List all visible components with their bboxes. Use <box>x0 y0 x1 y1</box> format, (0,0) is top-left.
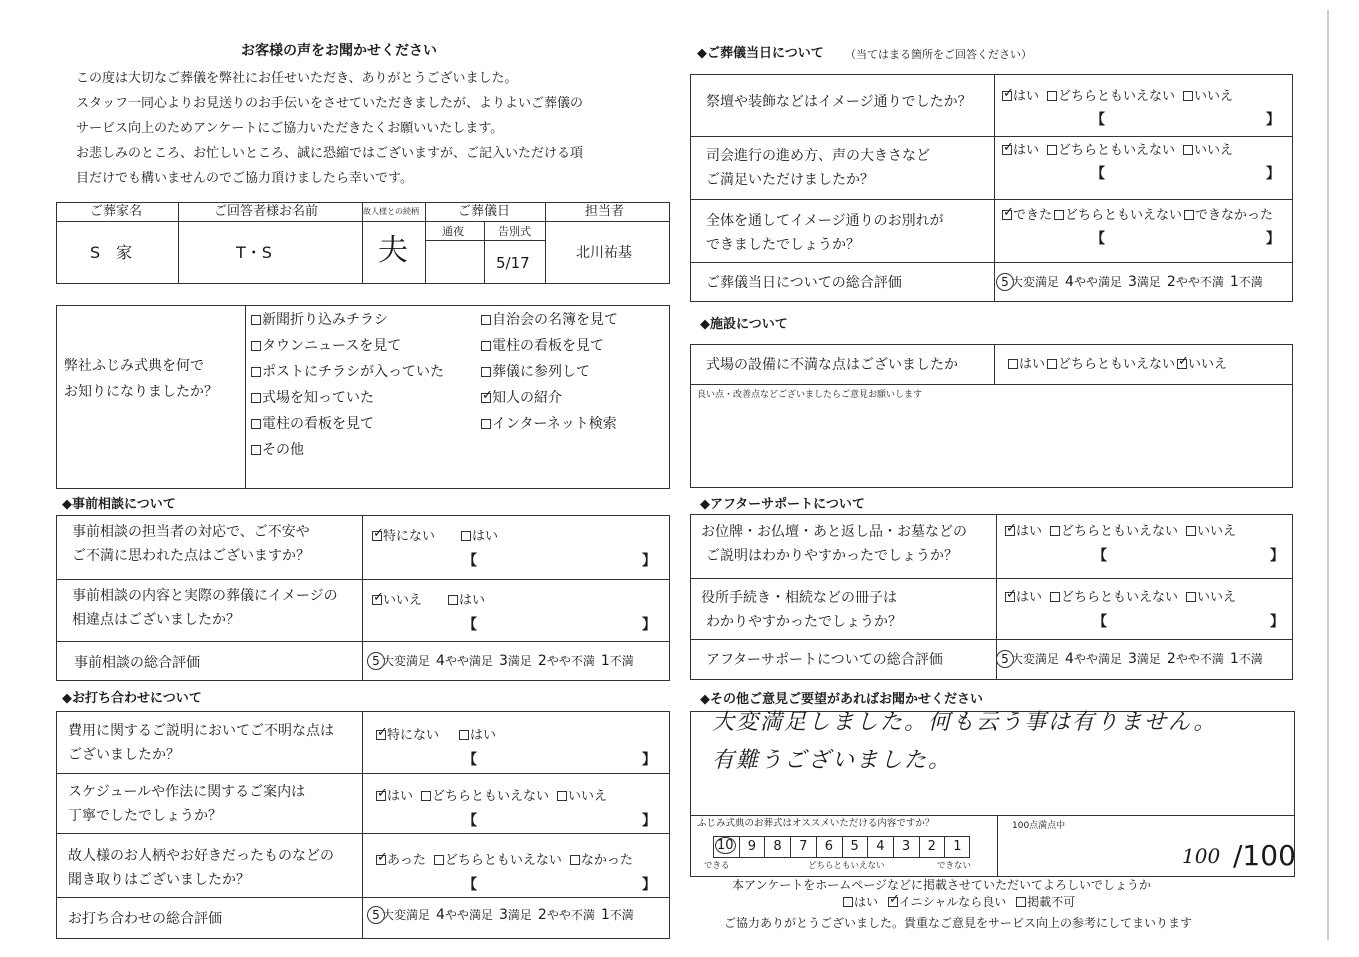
header-kokubetsu: 告別式 <box>498 225 531 238</box>
score-handwritten: 100 <box>1182 844 1221 868</box>
question-text: 役所手続き・相続などの冊子は <box>701 590 897 606</box>
checkbox[interactable] <box>557 791 567 801</box>
meeting-rating <box>367 906 634 924</box>
section-aftersupport: ◆アフターサポートについて <box>700 497 865 512</box>
checkbox[interactable] <box>461 531 471 541</box>
pre-bracket-open: 【 <box>463 553 477 569</box>
question-text: 費用に関するご説明においてご不明な点は <box>68 723 334 739</box>
day-bracket-open: 【 <box>1091 166 1105 182</box>
question-text: スケジュールや作法に関するご案内は <box>68 784 306 800</box>
option-label: はい <box>1016 524 1043 539</box>
checkbox[interactable] <box>481 419 491 429</box>
header-date: ご葬儀日 <box>458 204 511 219</box>
intro-line: サービス向上のためアンケートにご協力いただきたくお願いいたします。 <box>76 121 504 136</box>
form-title: お客様の声をお聞かせください <box>241 43 437 59</box>
rating-label-1: 不満 <box>1238 652 1263 666</box>
pre-bracket-close: 】 <box>642 553 656 569</box>
option-label: いいえ <box>1194 143 1234 158</box>
after-bracket-close: 】 <box>1270 614 1284 630</box>
facility-question: 式場の設備に不満な点はございましたか <box>706 357 958 373</box>
header-staff: 担当者 <box>585 204 625 219</box>
option-label: はい <box>854 895 879 909</box>
checkbox[interactable] <box>421 791 431 801</box>
rating-label-5: 大変満足 <box>382 908 431 922</box>
option-label: いいえ <box>1188 357 1228 372</box>
checkbox[interactable] <box>459 730 469 740</box>
rating-label-2: やや不満 <box>1175 275 1224 289</box>
checkbox[interactable] <box>1047 145 1057 155</box>
after-bracket-open: 【 <box>1093 548 1107 564</box>
option-label: はい <box>470 728 497 743</box>
recommend-number-5[interactable]: 5 <box>850 839 859 854</box>
rating-number-2[interactable]: 2 <box>537 653 547 669</box>
checkbox[interactable] <box>843 897 853 907</box>
rule-line <box>739 836 740 858</box>
publish-question: 本アンケートをホームページなどに掲載させていただいてよろしいでしょうか <box>732 878 1152 892</box>
rule-line <box>484 221 485 284</box>
checkbox[interactable] <box>372 531 382 541</box>
checkbox[interactable] <box>1050 592 1060 602</box>
option-group <box>1005 525 1244 538</box>
question-text: ご満足いただけましたか？ <box>706 172 874 188</box>
checkbox[interactable] <box>1183 91 1193 101</box>
question-text: 丁寧でしたでしょうか？ <box>68 808 222 824</box>
referral-question: お知りになりましたか？ <box>64 384 218 400</box>
rating-number-1[interactable]: 1 <box>1229 274 1239 290</box>
checkbox[interactable] <box>251 367 261 377</box>
option-label: その他 <box>262 442 304 458</box>
checkbox[interactable] <box>481 367 491 377</box>
rule-line <box>919 836 920 858</box>
recommend-label-no: できない <box>937 861 972 871</box>
rule-line <box>245 305 246 489</box>
rule-line <box>690 578 1293 579</box>
option-label: なかった <box>580 853 633 868</box>
checkbox[interactable] <box>1002 145 1012 155</box>
checkbox[interactable] <box>1002 91 1012 101</box>
rating-label-3: 満足 <box>507 654 532 668</box>
rule-line <box>545 202 546 284</box>
day-bracket-close: 】 <box>1266 231 1280 247</box>
rating-number-3[interactable]: 3 <box>498 653 508 669</box>
checkbox[interactable] <box>1016 897 1026 907</box>
rating-number-2[interactable]: 2 <box>1166 651 1176 667</box>
option-label: 新聞折り込みチラシ <box>262 312 388 328</box>
section-note: （当てはまる箇所をご回答ください） <box>845 48 1032 61</box>
rule-line <box>994 344 995 384</box>
meet-bracket-close: 】 <box>642 752 656 768</box>
header-respondent: ご回答者様お名前 <box>214 204 319 219</box>
section-other: ◆その他ご意見ご要望があればお聞かせください <box>700 692 983 707</box>
rule-line <box>690 815 1295 816</box>
score-label: 100点満点中 <box>1012 821 1066 831</box>
checkbox[interactable] <box>888 897 898 907</box>
checkbox[interactable] <box>1002 210 1012 220</box>
checkbox[interactable] <box>251 315 261 325</box>
option-group <box>372 594 511 607</box>
referral-option-2 <box>481 339 612 353</box>
referral-option <box>251 443 312 457</box>
question-text: ございましたか？ <box>68 747 180 763</box>
rating-label-2: やや不満 <box>1175 652 1224 666</box>
rating-label-1: 不満 <box>1238 275 1263 289</box>
option-group <box>376 729 516 742</box>
checkbox[interactable] <box>1047 91 1057 101</box>
question-text: 司会進行の進め方、声の大きさなど <box>706 148 930 164</box>
rating-number-2[interactable]: 2 <box>537 907 547 923</box>
rating-label-4: やや満足 <box>1073 275 1122 289</box>
rule-line <box>690 199 1293 200</box>
checkbox[interactable] <box>1186 592 1196 602</box>
rating-label-2: やや不満 <box>546 654 595 668</box>
section-facility: ◆施設について <box>700 317 788 332</box>
checkbox[interactable] <box>1054 210 1064 220</box>
relation-value: 夫 <box>378 233 408 268</box>
rule-line <box>764 836 765 858</box>
option-label: 式場を知っていた <box>262 390 374 406</box>
rule-line <box>56 833 670 834</box>
option-group <box>1002 209 1275 222</box>
recommend-label-yes: できる <box>704 861 730 871</box>
referral-option-2 <box>481 391 570 405</box>
option-label: はい <box>1013 143 1040 158</box>
referral-option <box>251 339 409 353</box>
facility-options <box>1008 358 1229 371</box>
option-label: はい <box>459 593 486 608</box>
pre-consult-rating <box>367 652 634 670</box>
rule-line <box>867 836 868 858</box>
option-group <box>376 854 641 867</box>
checkbox[interactable] <box>251 419 261 429</box>
option-label: インターネット検索 <box>492 416 617 432</box>
recommend-number-6[interactable]: 6 <box>824 839 834 854</box>
checkbox[interactable] <box>372 595 382 605</box>
recommend-number-9[interactable]: 9 <box>747 839 756 854</box>
rule-line <box>362 515 363 681</box>
checkbox[interactable] <box>251 341 261 351</box>
pre-bracket-close: 】 <box>642 617 656 633</box>
rating-number-1[interactable]: 1 <box>1229 651 1239 667</box>
option-label: 特にない <box>383 529 436 544</box>
meet-bracket-close: 】 <box>642 877 656 893</box>
handwritten-comment-1: 大変満足しました。何も云う事は有りません。 <box>712 710 1218 735</box>
checkbox[interactable] <box>448 595 458 605</box>
recommend-number-8[interactable]: 8 <box>773 839 782 854</box>
header-family: ご葬家名 <box>90 204 143 219</box>
option-label: どちらともいえない <box>1058 89 1176 104</box>
rating-number-5[interactable]: 5 <box>367 906 385 924</box>
rating-label-3: 満足 <box>1136 275 1161 289</box>
checkbox[interactable] <box>1008 359 1018 369</box>
rating-number-2[interactable]: 2 <box>1166 274 1176 290</box>
rule-line <box>893 836 894 858</box>
day-bracket-open: 【 <box>1091 231 1105 247</box>
option-label: あった <box>387 853 426 868</box>
option-label: いいえ <box>1197 590 1237 605</box>
option-label: 特にない <box>387 728 440 743</box>
rule-line <box>994 74 995 302</box>
question-text: 聞き取りはございましたか？ <box>68 872 250 888</box>
kokubetsu-date: 5/17 <box>496 254 530 272</box>
option-label: 掲載不可 <box>1027 895 1076 909</box>
rating-label-3: 満足 <box>507 908 532 922</box>
option-label: 電柱の看板を見て <box>492 338 604 354</box>
option-label: どちらともいえない <box>1061 590 1179 605</box>
rating-label-5: 大変満足 <box>1011 652 1060 666</box>
aftersupport-rating-label: アフターサポートについての総合評価 <box>706 652 943 668</box>
rating-number-1[interactable]: 1 <box>600 653 610 669</box>
rating-number-3[interactable]: 3 <box>1127 274 1137 290</box>
checkbox[interactable] <box>1050 526 1060 536</box>
referral-option-2 <box>481 313 626 327</box>
option-label: いいえ <box>1194 89 1234 104</box>
header-relation: 故人様との続柄 <box>363 207 419 216</box>
family-name: S 家 <box>90 243 133 262</box>
handwritten-comment-2: 有難うございました。 <box>712 748 953 773</box>
option-label: 自治会の名簿を見て <box>492 312 618 328</box>
after-bracket-close: 】 <box>1270 548 1284 564</box>
page-edge <box>1327 10 1329 940</box>
rule-line <box>690 384 1293 385</box>
checkbox[interactable] <box>1047 359 1057 369</box>
meet-bracket-open: 【 <box>463 752 477 768</box>
option-label: ポストにチラシが入っていた <box>262 364 444 380</box>
rating-label-4: やや満足 <box>444 908 493 922</box>
checkbox[interactable] <box>434 855 444 865</box>
checkbox[interactable] <box>1186 526 1196 536</box>
rule-line <box>425 240 545 241</box>
option-label: はい <box>1013 89 1040 104</box>
rating-number-4[interactable]: 4 <box>1065 651 1074 667</box>
referral-option-2 <box>481 365 598 379</box>
meet-bracket-open: 【 <box>463 877 477 893</box>
referral-option <box>251 365 452 379</box>
checkbox[interactable] <box>481 341 491 351</box>
checkbox[interactable] <box>1177 359 1187 369</box>
option-label: どちらともいえない <box>444 853 562 868</box>
funeral-day-rating-label: ご葬儀当日についての総合評価 <box>706 275 902 291</box>
referral-option-2 <box>481 417 625 431</box>
intro-line: この度は大切なご葬儀を弊社にお任せいただき、ありがとうございました。 <box>76 71 518 86</box>
rating-number-4[interactable]: 4 <box>1065 274 1074 290</box>
staff-name: 北川祐基 <box>576 245 632 261</box>
checkbox[interactable] <box>376 730 386 740</box>
option-label: はい <box>472 529 499 544</box>
publish-options <box>843 896 1085 908</box>
referral-option <box>251 313 396 327</box>
rule-line <box>178 202 179 284</box>
rule-line <box>944 836 945 858</box>
section-funeral-day: ◆ご葬儀当日について <box>697 46 824 61</box>
pre-bracket-open: 【 <box>463 617 477 633</box>
option-label: いいえ <box>568 789 608 804</box>
checkbox[interactable] <box>1005 592 1015 602</box>
question-text: 事前相談の内容と実際の葬儀にイメージの <box>72 588 338 604</box>
rating-label-5: 大変満足 <box>1011 275 1060 289</box>
checkbox[interactable] <box>376 791 386 801</box>
rating-number-3[interactable]: 3 <box>1127 651 1137 667</box>
rating-label-1: 不満 <box>609 908 634 922</box>
referral-question: 弊社ふじみ式典を何で <box>64 358 204 374</box>
referral-option <box>251 417 382 431</box>
checkbox[interactable] <box>570 855 580 865</box>
rule-line <box>425 202 426 284</box>
question-text: お位牌・お仏壇・あと返し品・お墓などの <box>701 524 967 540</box>
option-label: どちらともいえない <box>432 789 550 804</box>
funeral-day-rating <box>996 273 1263 291</box>
option-label: はい <box>1016 590 1043 605</box>
meet-bracket-close: 】 <box>642 813 656 829</box>
thanks-message: ご協力ありがとうございました。貴重なご意見をサービス向上の参考にしてまいります <box>724 916 1193 930</box>
rating-label-4: やや満足 <box>1073 652 1122 666</box>
option-label: どちらともいえない <box>1058 357 1176 372</box>
question-text: 相違点はございましたか？ <box>72 612 240 628</box>
checkbox[interactable] <box>1183 145 1193 155</box>
recommend-number-4[interactable]: 4 <box>876 839 885 854</box>
after-bracket-open: 【 <box>1093 614 1107 630</box>
checkbox[interactable] <box>376 855 386 865</box>
rule-line <box>690 639 1293 640</box>
rating-number-5[interactable]: 5 <box>996 273 1014 291</box>
recommend-question: ふじみ式典のお葬式はオススメいただける内容ですか？ <box>697 818 935 829</box>
rule-line <box>997 815 998 877</box>
option-label: イニシャルなら良い <box>899 895 1007 909</box>
rating-label-2: やや不満 <box>546 908 595 922</box>
recommend-number-2[interactable]: 2 <box>927 839 936 854</box>
option-label: できなかった <box>1195 208 1274 223</box>
question-text: できましたでしょうか？ <box>706 237 860 253</box>
option-label: 知人の紹介 <box>492 390 562 406</box>
facility-note: 良い点・改善点などございましたらご意見お願いします <box>697 390 923 400</box>
recommend-label-neutral: どちらともいえない <box>808 861 885 871</box>
header-tsuya: 通夜 <box>442 225 464 238</box>
option-label: 電柱の看板を見て <box>262 416 374 432</box>
rating-number-5[interactable]: 5 <box>367 652 385 670</box>
question-text: ご不満に思われた点はございますか？ <box>72 548 310 564</box>
checkbox[interactable] <box>251 445 261 455</box>
recommend-number-3[interactable]: 3 <box>901 839 911 854</box>
rule-line <box>56 641 670 642</box>
rating-label-4: やや満足 <box>444 654 493 668</box>
option-label: 葬儀に参列して <box>492 364 590 380</box>
meeting-rating-label: お打ち合わせの総合評価 <box>68 911 222 927</box>
recommend-number-7[interactable]: 7 <box>799 839 808 854</box>
option-label: いいえ <box>1197 524 1237 539</box>
option-group <box>1002 144 1241 157</box>
respondent-name: T・S <box>236 243 272 262</box>
intro-line: スタッフ一同心よりお見送りのお手伝いをさせていただきましたが、よりよいご葬儀の <box>76 96 584 111</box>
intro-line: 目だけでも構いませんのでご協力頂けましたら幸いです。 <box>76 171 413 186</box>
rating-number-3[interactable]: 3 <box>498 907 508 923</box>
option-group <box>372 530 524 543</box>
checkbox[interactable] <box>251 393 261 403</box>
rating-number-4[interactable]: 4 <box>436 653 445 669</box>
meet-bracket-open: 【 <box>463 813 477 829</box>
rule-line <box>56 773 670 774</box>
checkbox[interactable] <box>481 393 491 403</box>
referral-option <box>251 391 382 405</box>
rating-label-3: 満足 <box>1136 652 1161 666</box>
recommend-number-1[interactable]: 1 <box>953 839 962 854</box>
section-pre-consult: ◆事前相談について <box>62 497 176 512</box>
option-group <box>1002 90 1241 103</box>
rule-line <box>690 136 1293 137</box>
rule-line <box>362 711 363 939</box>
question-text: わかりやすかったでしょうか？ <box>706 614 902 630</box>
section-meeting: ◆お打ち合わせについて <box>62 691 202 706</box>
option-label: できた <box>1013 208 1053 223</box>
checkbox[interactable] <box>481 315 491 325</box>
option-label: どちらともいえない <box>1058 143 1176 158</box>
score-total: /100 <box>1233 839 1296 872</box>
rule-line <box>790 836 791 858</box>
option-label: どちらともいえない <box>1061 524 1179 539</box>
rule-line <box>816 836 817 858</box>
option-label: はい <box>1019 357 1046 372</box>
question-text: ご説明はわかりやすかったでしょうか？ <box>706 548 958 564</box>
option-group <box>1005 591 1244 604</box>
pre-consult-rating-label: 事前相談の総合評価 <box>74 655 200 671</box>
question-text: 全体を通してイメージ通りのお別れが <box>706 213 944 229</box>
question-text: 事前相談の担当者の対応で、ご不安や <box>72 524 310 540</box>
rating-label-1: 不満 <box>609 654 634 668</box>
day-bracket-close: 】 <box>1266 112 1280 128</box>
question-text: 故人様のお人柄やお好きだったものなどの <box>68 848 334 864</box>
checkbox[interactable] <box>1184 210 1194 220</box>
rule-line <box>56 579 670 580</box>
day-bracket-open: 【 <box>1091 112 1105 128</box>
rule-line <box>690 262 1293 263</box>
question-text: 祭壇や装飾などはイメージ通りでしたか？ <box>706 94 972 110</box>
option-label: はい <box>387 789 414 804</box>
option-group <box>376 790 615 803</box>
rating-number-5[interactable]: 5 <box>996 650 1014 668</box>
option-label: いいえ <box>383 593 423 608</box>
recommend-number-10[interactable]: 10 <box>717 838 734 853</box>
rating-label-5: 大変満足 <box>382 654 431 668</box>
checkbox[interactable] <box>1005 526 1015 536</box>
rule-line <box>842 836 843 858</box>
option-label: タウンニュースを見て <box>262 338 402 354</box>
meeting-table <box>56 711 670 939</box>
aftersupport-rating <box>996 650 1263 668</box>
rule-line <box>56 897 670 898</box>
intro-line: お悲しみのところ、お忙しいところ、誠に恐縮ではございますが、ご記入いただける項 <box>76 146 584 161</box>
rule-line <box>56 221 670 222</box>
rating-number-1[interactable]: 1 <box>600 907 610 923</box>
day-bracket-close: 】 <box>1266 166 1280 182</box>
rating-number-4[interactable]: 4 <box>436 907 445 923</box>
option-label: どちらともいえない <box>1065 208 1183 223</box>
